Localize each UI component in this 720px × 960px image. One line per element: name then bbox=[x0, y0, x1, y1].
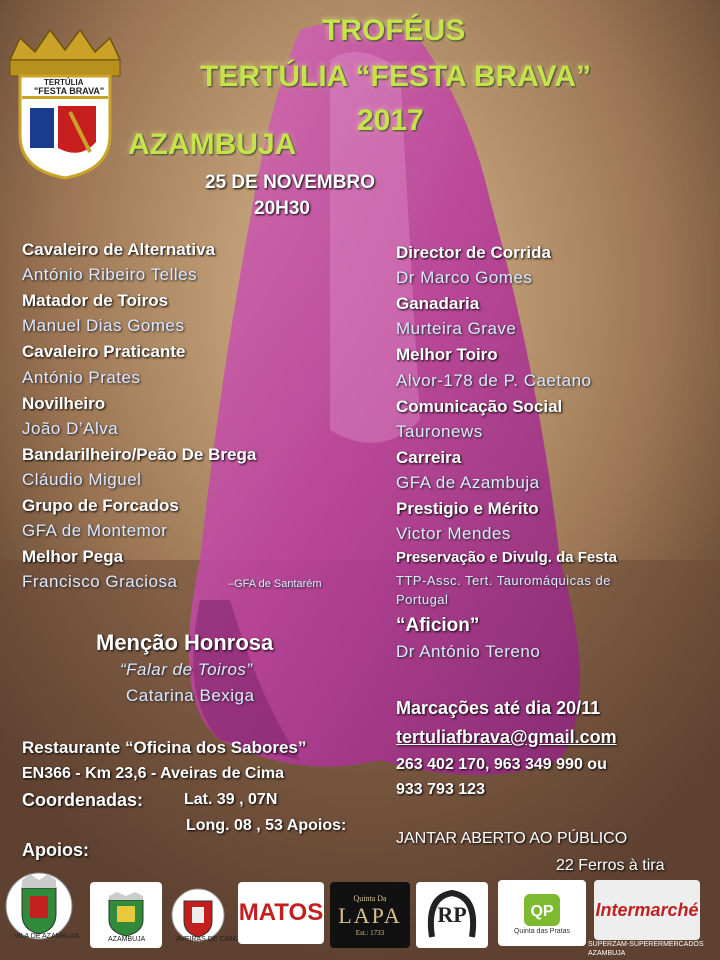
logo-intermarche bbox=[594, 880, 700, 940]
title-year: 2017 bbox=[357, 104, 424, 137]
title-azambuja: AZAMBUJA bbox=[128, 128, 297, 161]
award-category: Novilheiro bbox=[22, 394, 106, 413]
bookings-email-link[interactable]: tertuliafbrava@gmail.com bbox=[396, 727, 617, 747]
award-winner: Murteira Grave bbox=[396, 319, 517, 338]
tertulia-crest-logo bbox=[0, 20, 130, 180]
supermarket-line-1: SUPERZAM-SUPERERMERCADOS bbox=[588, 941, 704, 948]
mention-title: Menção Honrosa bbox=[96, 630, 274, 655]
event-time: 20H30 bbox=[254, 198, 310, 219]
bookings-phones-2: 933 793 123 bbox=[396, 781, 485, 798]
award-winner: GFA de Azambuja bbox=[396, 473, 540, 492]
logo-matos bbox=[238, 882, 324, 944]
event-date: 25 DE NOVEMBRO bbox=[205, 172, 375, 193]
intermarche-text: Intermarché bbox=[595, 899, 699, 920]
venue-restaurant: Restaurante “Oficina dos Sabores” bbox=[22, 738, 307, 757]
title-trofeus: TROFÉUS bbox=[322, 14, 466, 47]
mention-quote: “Falar de Toiros” bbox=[120, 660, 253, 679]
award-category: Director de Corrida bbox=[396, 243, 551, 262]
logo-quinta-das-pratas bbox=[498, 880, 586, 946]
sponsors-heading: Apoios: bbox=[22, 840, 89, 860]
ferros-a-tira: 22 Ferros à tira bbox=[556, 857, 665, 874]
award-winner-suffix: –GFA de Santarém bbox=[228, 578, 322, 590]
award-category: “Aficion” bbox=[396, 615, 480, 636]
award-category: Grupo de Forcados bbox=[22, 496, 179, 515]
lapa-top: Quinta Da bbox=[353, 893, 387, 903]
award-category: Cavaleiro Praticante bbox=[22, 342, 186, 361]
award-winner: TTP-Assc. Tert. Tauromáquicas de bbox=[396, 573, 611, 588]
aveiras-label: AVEIRAS DE CIMA bbox=[176, 936, 237, 943]
venue-address: EN366 - Km 23,6 - Aveiras de Cima bbox=[22, 765, 285, 782]
award-winner: Dr António Tereno bbox=[396, 642, 541, 661]
award-winner: Cláudio Miguel bbox=[22, 470, 142, 489]
logo-quinta-da-lapa bbox=[330, 882, 410, 948]
award-winner: Dr Marco Gomes bbox=[396, 268, 533, 287]
mention-person: Catarina Bexiga bbox=[126, 686, 255, 705]
open-dinner: JANTAR ABERTO AO PÚBLICO bbox=[396, 830, 628, 847]
vila-label: VILA DE AZAMBUJA bbox=[14, 933, 80, 940]
lapa-name: LAPA bbox=[338, 902, 402, 928]
award-category: Preservação e Divulg. da Festa bbox=[396, 549, 617, 566]
award-category: Ganadaria bbox=[396, 294, 480, 313]
award-category: Bandarilheiro/Peão De Brega bbox=[22, 445, 257, 464]
award-winner: GFA de Montemor bbox=[22, 521, 168, 540]
matos-text: MATOS bbox=[238, 899, 324, 926]
award-winner: Francisco Graciosa bbox=[22, 572, 178, 591]
award-winner: Victor Mendes bbox=[396, 524, 511, 543]
venue-lat: Lat. 39 , 07N bbox=[184, 791, 278, 808]
award-winner: Tauronews bbox=[396, 422, 483, 441]
award-winner: João D’Alva bbox=[22, 419, 119, 438]
crest-top-label: TERTÚLIA bbox=[44, 78, 84, 87]
logo-rp bbox=[416, 882, 488, 948]
lapa-est: Est.: 1733 bbox=[355, 928, 385, 937]
award-category: Cavaleiro de Alternativa bbox=[22, 240, 216, 259]
award-category: Carreira bbox=[396, 448, 462, 467]
award-winner: Manuel Dias Gomes bbox=[22, 316, 185, 335]
rp-text: RP bbox=[437, 902, 467, 927]
award-winner: Portugal bbox=[396, 592, 449, 607]
bookings-line: Marcações até dia 20/11 bbox=[396, 698, 601, 718]
award-category: Prestigio e Mérito bbox=[396, 499, 539, 518]
crest-name-label: "FESTA BRAVA" bbox=[34, 86, 105, 96]
qp-icon bbox=[522, 892, 562, 928]
title-tertulia: TERTÚLIA “FESTA BRAVA” bbox=[200, 60, 592, 93]
award-winner: António Prates bbox=[22, 368, 141, 387]
azambuja-label: AZAMBUJA bbox=[108, 936, 146, 943]
award-winner: António Ribeiro Telles bbox=[22, 265, 198, 284]
award-category: Matador de Toiros bbox=[22, 291, 169, 310]
award-category: Melhor Toiro bbox=[396, 345, 498, 364]
award-winner: Alvor-178 de P. Caetano bbox=[396, 371, 592, 390]
shield-icon bbox=[170, 887, 226, 943]
venue-long: Long. 08 , 53 Apoios: bbox=[186, 817, 347, 834]
award-category: Melhor Pega bbox=[22, 547, 124, 566]
shield-icon bbox=[101, 892, 151, 938]
bookings-phones-1: 263 402 170, 963 349 990 ou bbox=[396, 756, 607, 773]
qp-label: Quinta das Pratas bbox=[513, 927, 571, 935]
supermarket-line-2: AZAMBUJA bbox=[588, 950, 626, 957]
award-category: Comunicação Social bbox=[396, 397, 563, 416]
svg-text:QP: QP bbox=[530, 902, 554, 920]
venue-coords-label: Coordenadas: bbox=[22, 790, 144, 810]
